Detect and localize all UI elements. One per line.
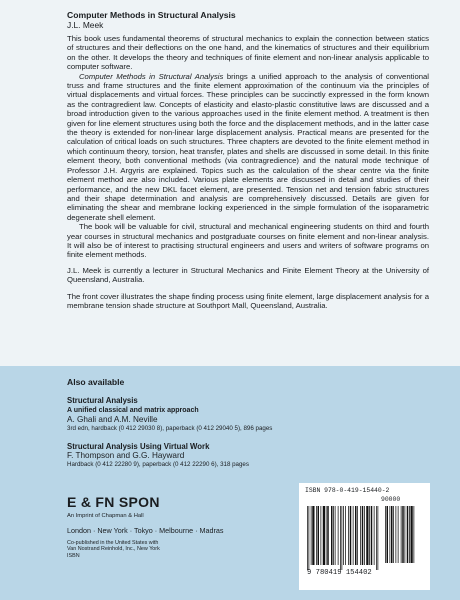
blurb-paragraph-2-text: brings a unified approach to the analysis of conventional truss and frame structures and the finite element approximation of the continuum via the principles of virtual displacements and virtual forces. These principles can be succinctly expressed in the form known as the contragredient law. Concepts of elasticity and elasto-plastic constitutive laws are discussed and a broad introduction given to the various approaches used in the finite element method. A treatment is then given for line element structures using both the force and the displacement methods, and in the latter case the theory is extended for non-linear large displacement analysis. Practical means are presented for the calculation of critical loads on such structures. Three chapters are devoted to the finite element method in which continuum theory, torsion, heat transfer, plates and shells are discussed in some detail. In this finite element theory, both conventional methods (via contragredience) and the natural mode technique of Professor J.H. Argyris are explained. Topics such as the calculation of the shear centre via the finite element method are also included. Various plate elements are discussed in detail and studies of their performance, and the new DKL facet element, are presented. Tension net and tension fabric structures and their shape determination and analysis are comprehensively discussed. Details are given for eliminating the shear and membrane locking experienced in the simple formulation of the isoparametric degenerate shell element. (67, 71, 429, 222)
barcode-bar (405, 506, 406, 563)
barcode-bar (348, 506, 349, 565)
publisher-cities: London · New York · Tokyo · Melbourne · Madras (67, 526, 224, 535)
blurb-paragraph-2 (67, 72, 429, 223)
barcode-bar (311, 506, 312, 565)
barcode-bar (398, 506, 399, 563)
barcode-bar (333, 506, 334, 565)
barcode-bar (357, 506, 358, 565)
copublisher-line: Co-published in the United States with (67, 540, 159, 546)
barcode-bar (353, 506, 354, 565)
barcode-bar (321, 506, 322, 565)
ean-barcode (307, 506, 381, 570)
barcode-bar (387, 506, 389, 563)
barcode-bar (343, 506, 344, 565)
barcode-bar (318, 506, 320, 565)
barcode-bar (327, 506, 329, 565)
barcode-bar (338, 506, 339, 565)
related-book-subtitle: A unified classical and matrix approach (67, 406, 199, 414)
related-book (67, 442, 429, 470)
related-book-title: Structural Analysis (67, 396, 138, 405)
barcode-bar (312, 506, 314, 565)
barcode-bar (345, 506, 346, 565)
barcode-bar (323, 506, 325, 565)
cover-note: The front cover illustrates the shape finding process using finite element, large displacement analysis for a membrane tension shade structure at Southport Mall, Queensland, Australia. (67, 291, 429, 310)
barcode-bar (364, 506, 365, 565)
barcode-bar (350, 506, 352, 565)
blurb-paragraph-3: The book will be valuable for civil, structural and mechanical engineering students on third and fourth year courses in structural mechanics and postgraduate courses on finite element and non-linear analysis. It will also be of interest to practising structural engineers and users and writers of software programs on finite element methods. (67, 222, 429, 260)
price-code: 90000 (381, 496, 401, 503)
publisher-block (67, 494, 257, 559)
publisher-name: E & FN SPON (67, 494, 160, 510)
barcode-bar (342, 506, 343, 570)
barcode-bar (331, 506, 333, 565)
barcode-panel (299, 483, 430, 590)
book-author: J.L. Meek (67, 20, 104, 30)
barcode-bar (385, 506, 386, 563)
related-book-details: 3rd edn, hardback (0 412 29030 8), paperback (0 412 29040 5), 896 pages (67, 424, 273, 432)
barcode-bar (316, 506, 317, 565)
barcode-bar (393, 506, 394, 563)
barcode-bar (411, 506, 413, 563)
barcode-bar (376, 506, 377, 570)
barcode-bar (371, 506, 373, 565)
barcode-bar (340, 506, 341, 570)
book-title: Computer Methods in Structural Analysis (67, 10, 236, 20)
barcode-bar (378, 506, 379, 570)
author-bio: J.L. Meek is currently a lecturer in Structural Mechanics and Finite Element Theory at the University of Queensland, Australia. (67, 265, 429, 285)
barcode-bar (401, 506, 402, 563)
also-available-heading: Also available (67, 377, 125, 387)
barcode-bar (362, 506, 364, 565)
barcode-bar (326, 506, 327, 565)
barcode-bar (402, 506, 404, 563)
barcode-bar (414, 506, 415, 563)
also-available-panel (0, 366, 460, 600)
copublisher-line: Van Nostrand Reinhold, Inc., New York (67, 546, 160, 553)
barcode-bar (307, 506, 308, 570)
blurb-title-italic: Computer Methods in Structural Analysis (79, 71, 224, 81)
barcode-bar (355, 506, 357, 565)
barcode-bar (409, 506, 410, 563)
barcode-bar (309, 506, 310, 570)
price-addon-barcode (385, 506, 423, 568)
barcode-bar (390, 506, 391, 563)
related-book-authors: A. Ghali and A.M. Neville (67, 414, 158, 424)
barcode-bar (396, 506, 397, 563)
related-book-details: Hardback (0 412 22280 9), paperback (0 412 22290 6), 318 pages (67, 461, 249, 468)
also-available-list (67, 377, 429, 478)
barcode-bar (374, 506, 375, 565)
isbn-label: ISBN 978-0-419-15440-2 (305, 487, 390, 494)
barcode-bar (407, 506, 409, 563)
publisher-imprint: An Imprint of Chapman & Hall (67, 513, 144, 519)
barcode-bar (366, 506, 368, 565)
barcode-bar (391, 506, 393, 563)
related-book (67, 396, 429, 433)
barcode-bar (360, 506, 361, 565)
related-book-authors: F. Thompson and G.G. Hayward (67, 451, 185, 460)
copublisher-note (67, 540, 207, 559)
barcode-bar (369, 506, 370, 565)
ean-digits: 9 780419 154402 (307, 569, 372, 577)
related-book-title: Structural Analysis Using Virtual Work (67, 441, 210, 451)
barcode-bar (335, 506, 336, 565)
copublisher-isbn: ISBN (67, 552, 80, 559)
blurb-section (67, 10, 429, 310)
blurb-paragraph-1: This book uses fundamental theorems of structural mechanics to explain the connection between statics of structures and their deflections on the one hand, and the kinematics of structures and their equilibrium on the other. It develops the theory and techniques of finite element and non-linear analysis applicable to computer software. (67, 34, 429, 72)
